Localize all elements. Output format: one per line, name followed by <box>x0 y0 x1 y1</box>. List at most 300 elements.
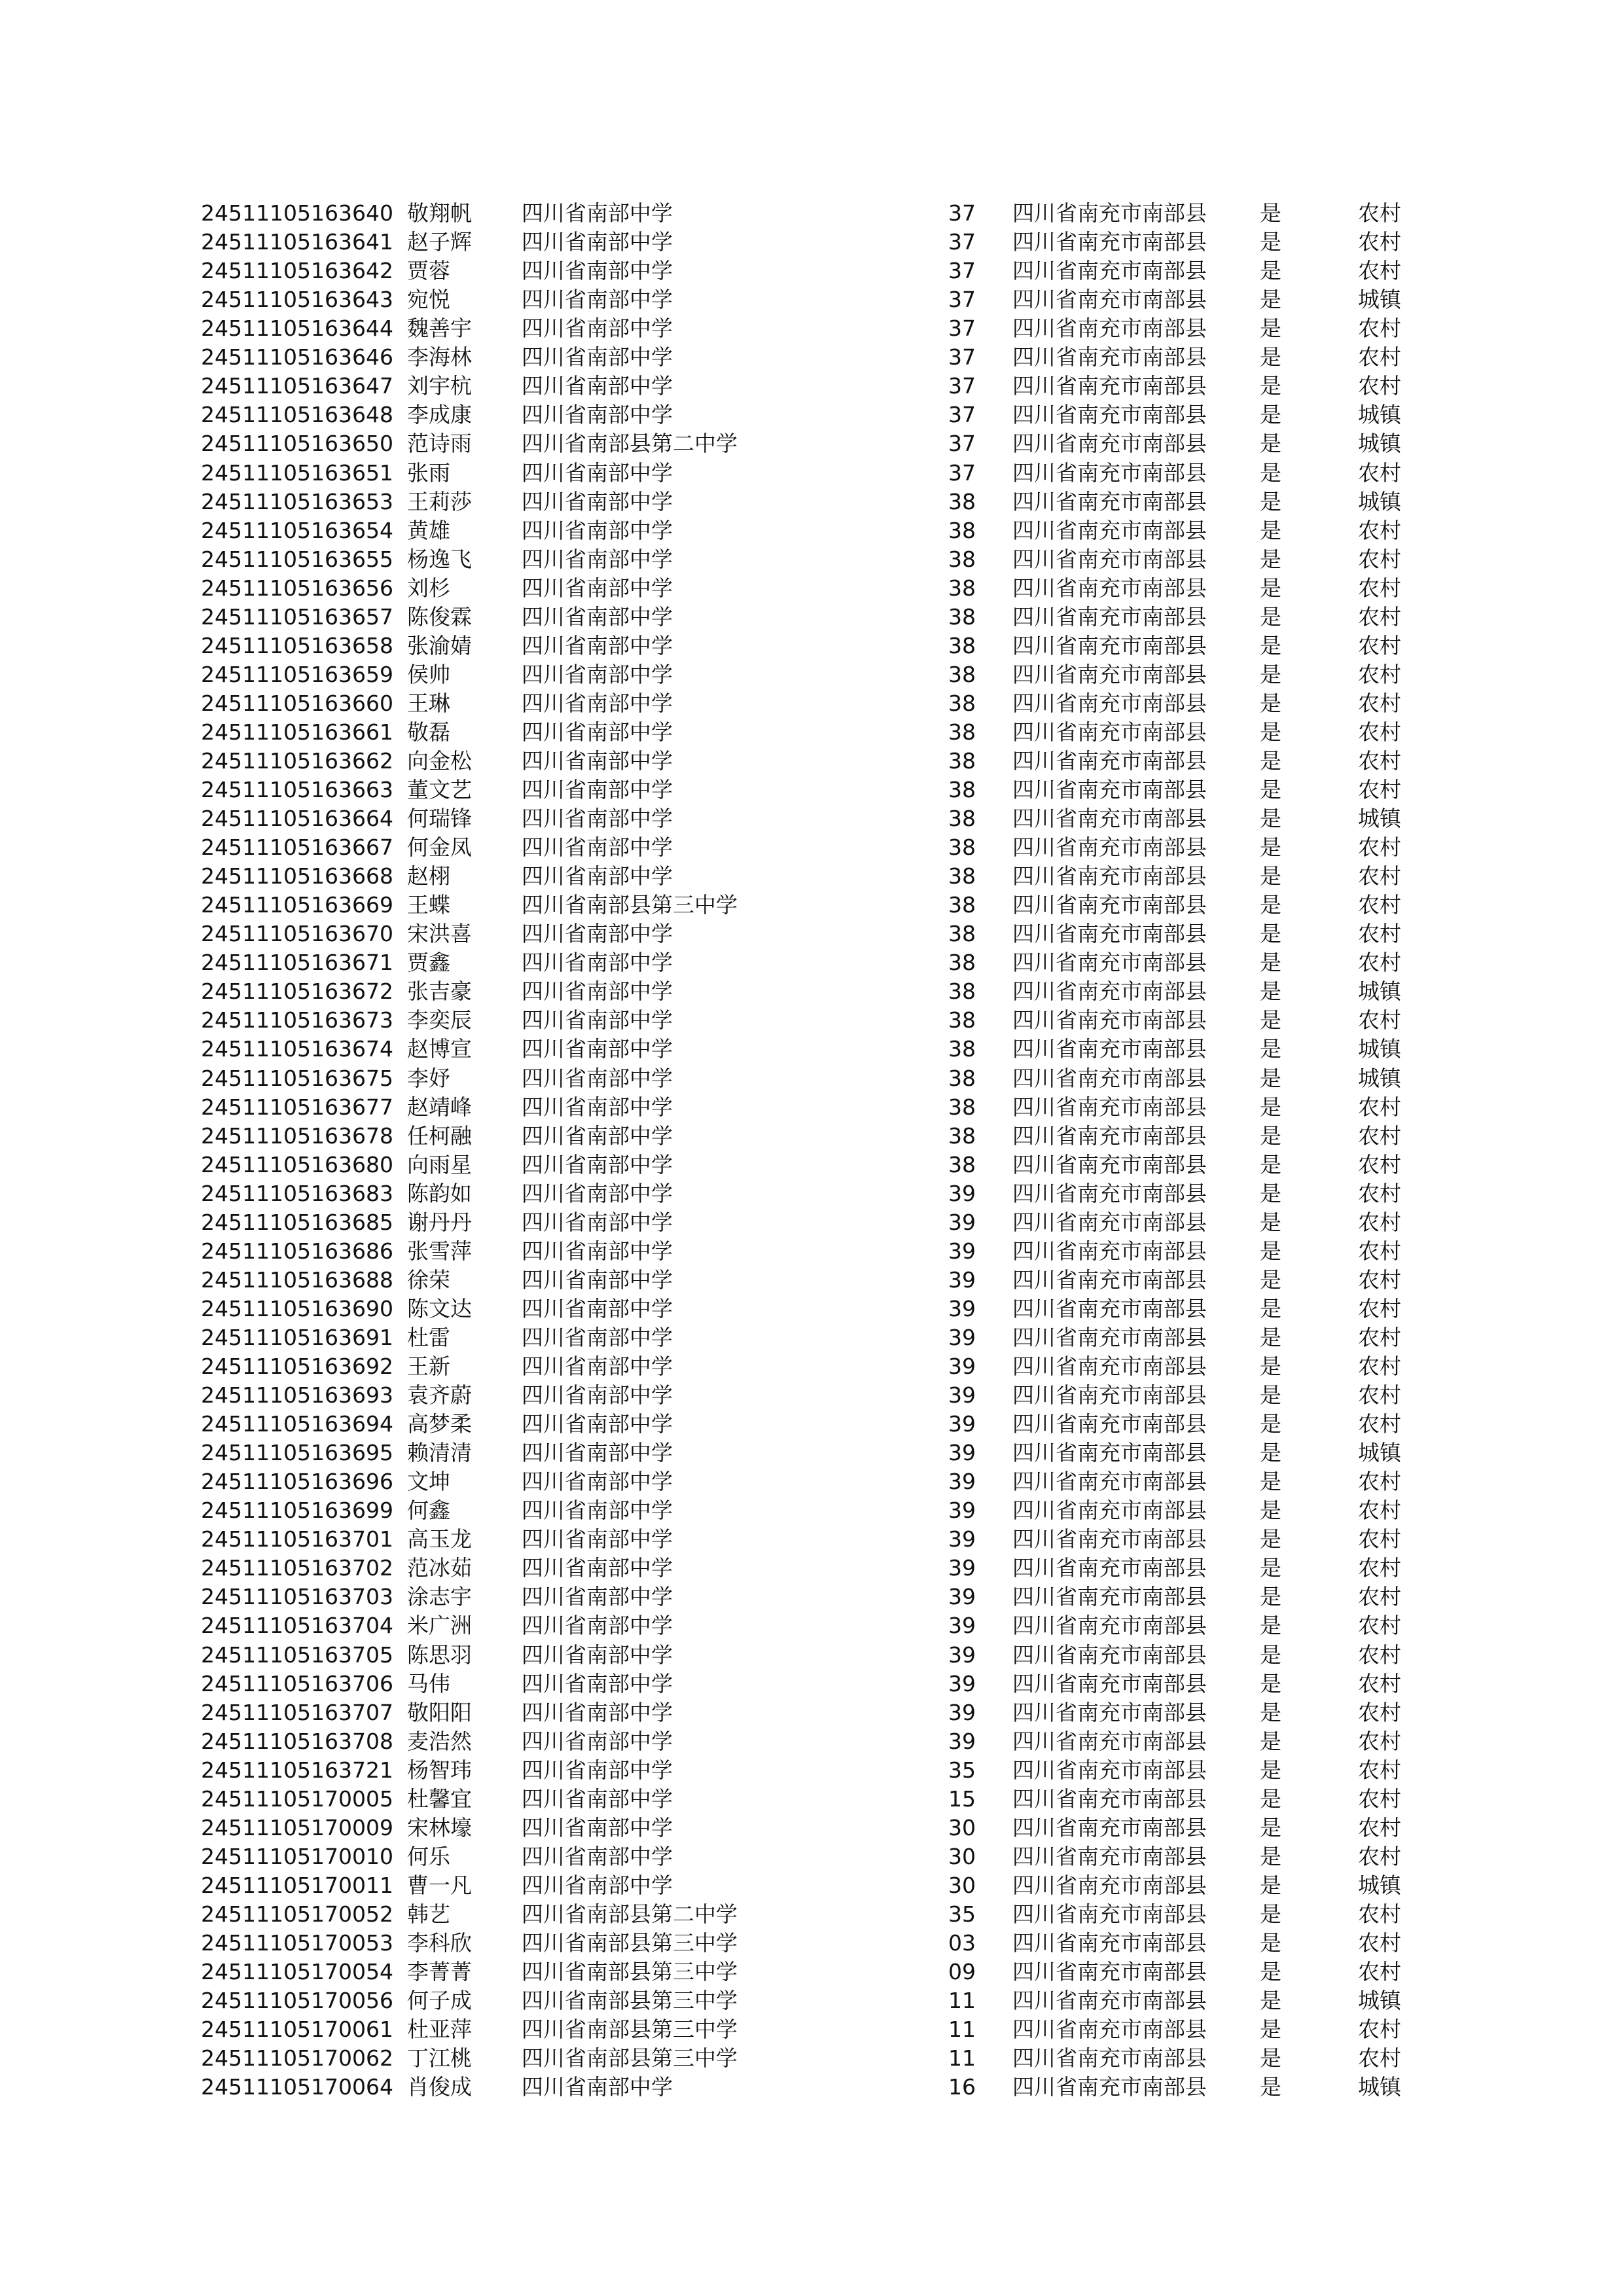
school-cell: 四川省南部县第三中学 <box>522 1959 738 1984</box>
table-row <box>0 314 1623 343</box>
name-cell: 曹一凡 <box>407 1872 472 1898</box>
area-cell: 农村 <box>1358 719 1401 745</box>
school-cell: 四川省南部中学 <box>522 1584 673 1610</box>
table-row <box>0 833 1623 862</box>
table-row <box>0 1208 1623 1237</box>
exam-id-cell: 24511105170064 <box>201 2074 393 2100</box>
exam-id-cell: 24511105163668 <box>201 863 393 889</box>
flag-cell: 是 <box>1260 2017 1281 2043</box>
code-cell: 30 <box>948 1872 976 1898</box>
name-cell: 李成康 <box>407 402 472 428</box>
table-row <box>0 199 1623 228</box>
exam-id-cell: 24511105163693 <box>201 1382 393 1408</box>
school-cell: 四川省南部中学 <box>522 1555 673 1581</box>
code-cell: 37 <box>948 431 976 457</box>
exam-id-cell: 24511105163705 <box>201 1641 393 1668</box>
area-cell: 农村 <box>1358 1785 1401 1812</box>
name-cell: 何金凤 <box>407 834 472 861</box>
code-cell: 37 <box>948 373 976 399</box>
exam-id-cell: 24511105163696 <box>201 1469 393 1495</box>
flag-cell: 是 <box>1260 1007 1281 1033</box>
region-cell: 四川省南充市南部县 <box>1012 1382 1207 1408</box>
name-cell: 米广洲 <box>407 1613 472 1639</box>
flag-cell: 是 <box>1260 258 1281 284</box>
name-cell: 张渝婧 <box>407 632 472 658</box>
region-cell: 四川省南充市南部县 <box>1012 2045 1207 2072</box>
region-cell: 四川省南充市南部县 <box>1012 1238 1207 1264</box>
code-cell: 16 <box>948 2074 976 2100</box>
exam-id-cell: 24511105163664 <box>201 806 393 831</box>
name-cell: 王新 <box>407 1354 450 1379</box>
school-cell: 四川省南部中学 <box>522 834 673 861</box>
flag-cell: 是 <box>1260 834 1281 861</box>
exam-id-cell: 24511105163642 <box>201 258 393 284</box>
name-cell: 侯帅 <box>407 661 450 687</box>
table-row <box>0 228 1623 257</box>
flag-cell: 是 <box>1260 200 1281 226</box>
name-cell: 涂志宇 <box>407 1584 472 1610</box>
school-cell: 四川省南部中学 <box>522 1728 673 1754</box>
flag-cell: 是 <box>1260 1209 1281 1235</box>
school-cell: 四川省南部中学 <box>522 1266 673 1293</box>
flag-cell: 是 <box>1260 517 1281 543</box>
region-cell: 四川省南充市南部县 <box>1012 1007 1207 1033</box>
region-cell: 四川省南充市南部县 <box>1012 921 1207 947</box>
flag-cell: 是 <box>1260 1238 1281 1264</box>
school-cell: 四川省南部县第三中学 <box>522 2045 738 2072</box>
flag-cell: 是 <box>1260 1613 1281 1639</box>
school-cell: 四川省南部中学 <box>522 1151 673 1177</box>
flag-cell: 是 <box>1260 315 1281 342</box>
table-row <box>0 1266 1623 1295</box>
table-row <box>0 1295 1623 1323</box>
table-row <box>0 1986 1623 2015</box>
table-row <box>0 747 1623 776</box>
school-cell: 四川省南部中学 <box>522 719 673 745</box>
exam-id-cell: 24511105163673 <box>201 1007 393 1033</box>
table-row <box>0 1496 1623 1525</box>
region-cell: 四川省南充市南部县 <box>1012 1699 1207 1725</box>
area-cell: 农村 <box>1358 1728 1401 1754</box>
exam-id-cell: 24511105163640 <box>201 200 393 226</box>
area-cell: 农村 <box>1358 921 1401 947</box>
code-cell: 38 <box>948 777 976 802</box>
flag-cell: 是 <box>1260 1814 1281 1840</box>
region-cell: 四川省南充市南部县 <box>1012 2017 1207 2043</box>
school-cell: 四川省南部县第二中学 <box>522 431 738 457</box>
school-cell: 四川省南部中学 <box>522 459 673 486</box>
school-cell: 四川省南部中学 <box>522 1324 673 1350</box>
flag-cell: 是 <box>1260 1699 1281 1725</box>
exam-id-cell: 24511105163688 <box>201 1266 393 1293</box>
region-cell: 四川省南充市南部县 <box>1012 1411 1207 1437</box>
table-row <box>0 1756 1623 1785</box>
flag-cell: 是 <box>1260 1065 1281 1091</box>
exam-id-cell: 24511105170054 <box>201 1959 393 1984</box>
code-cell: 37 <box>948 200 976 226</box>
region-cell: 四川省南充市南部县 <box>1012 1151 1207 1177</box>
table-row <box>0 574 1623 603</box>
school-cell: 四川省南部中学 <box>522 632 673 658</box>
area-cell: 农村 <box>1358 892 1401 918</box>
region-cell: 四川省南充市南部县 <box>1012 892 1207 918</box>
flag-cell: 是 <box>1260 978 1281 1005</box>
code-cell: 38 <box>948 603 976 630</box>
region-cell: 四川省南充市南部县 <box>1012 1469 1207 1495</box>
table-row <box>0 1006 1623 1035</box>
flag-cell: 是 <box>1260 1670 1281 1696</box>
code-cell: 37 <box>948 287 976 313</box>
exam-id-cell: 24511105170005 <box>201 1785 393 1812</box>
school-cell: 四川省南部中学 <box>522 603 673 630</box>
code-cell: 39 <box>948 1498 976 1524</box>
flag-cell: 是 <box>1260 546 1281 572</box>
school-cell: 四川省南部中学 <box>522 1757 673 1783</box>
exam-id-cell: 24511105170011 <box>201 1872 393 1898</box>
area-cell: 农村 <box>1358 1094 1401 1120</box>
region-cell: 四川省南充市南部县 <box>1012 459 1207 486</box>
code-cell: 30 <box>948 1814 976 1840</box>
code-cell: 39 <box>948 1354 976 1379</box>
region-cell: 四川省南充市南部县 <box>1012 747 1207 774</box>
flag-cell: 是 <box>1260 1122 1281 1149</box>
name-cell: 高梦柔 <box>407 1411 472 1437</box>
school-cell: 四川省南部中学 <box>522 1498 673 1524</box>
table-row <box>0 660 1623 689</box>
flag-cell: 是 <box>1260 1324 1281 1350</box>
table-row <box>0 1381 1623 1410</box>
exam-id-cell: 24511105163660 <box>201 690 393 716</box>
flag-cell: 是 <box>1260 1498 1281 1524</box>
region-cell: 四川省南充市南部县 <box>1012 1065 1207 1091</box>
flag-cell: 是 <box>1260 402 1281 428</box>
area-cell: 农村 <box>1358 863 1401 889</box>
exam-id-cell: 24511105170009 <box>201 1814 393 1840</box>
code-cell: 39 <box>948 1699 976 1725</box>
name-cell: 赵靖峰 <box>407 1094 472 1120</box>
name-cell: 董文艺 <box>407 777 472 802</box>
school-cell: 四川省南部中学 <box>522 1872 673 1898</box>
exam-id-cell: 24511105163691 <box>201 1324 393 1350</box>
table-row <box>0 689 1623 718</box>
region-cell: 四川省南充市南部县 <box>1012 1670 1207 1696</box>
table-row <box>0 459 1623 488</box>
name-cell: 陈韵如 <box>407 1180 472 1206</box>
table-row <box>0 1727 1623 1756</box>
code-cell: 38 <box>948 950 976 976</box>
area-cell: 城镇 <box>1358 488 1401 514</box>
name-cell: 任柯融 <box>407 1122 472 1149</box>
table-row <box>0 632 1623 660</box>
school-cell: 四川省南部中学 <box>522 287 673 313</box>
name-cell: 王莉莎 <box>407 488 472 514</box>
code-cell: 39 <box>948 1526 976 1552</box>
name-cell: 敬翔帆 <box>407 200 472 226</box>
flag-cell: 是 <box>1260 921 1281 947</box>
table-row <box>0 1554 1623 1583</box>
code-cell: 38 <box>948 1007 976 1033</box>
code-cell: 39 <box>948 1238 976 1264</box>
exam-id-cell: 24511105163658 <box>201 632 393 658</box>
flag-cell: 是 <box>1260 2045 1281 2072</box>
region-cell: 四川省南充市南部县 <box>1012 1354 1207 1379</box>
flag-cell: 是 <box>1260 1641 1281 1668</box>
table-row <box>0 516 1623 545</box>
area-cell: 农村 <box>1358 1295 1401 1321</box>
school-cell: 四川省南部中学 <box>522 1411 673 1437</box>
school-cell: 四川省南部中学 <box>522 1843 673 1869</box>
code-cell: 37 <box>948 315 976 342</box>
code-cell: 37 <box>948 258 976 284</box>
exam-id-cell: 24511105170010 <box>201 1843 393 1869</box>
school-cell: 四川省南部中学 <box>522 488 673 514</box>
flag-cell: 是 <box>1260 1555 1281 1581</box>
table-row <box>0 429 1623 458</box>
name-cell: 赵博宣 <box>407 1036 472 1062</box>
region-cell: 四川省南充市南部县 <box>1012 1526 1207 1552</box>
region-cell: 四川省南充市南部县 <box>1012 517 1207 543</box>
school-cell: 四川省南部中学 <box>522 1641 673 1668</box>
table-row <box>0 891 1623 920</box>
area-cell: 农村 <box>1358 1814 1401 1840</box>
area-cell: 农村 <box>1358 1151 1401 1177</box>
area-cell: 城镇 <box>1358 978 1401 1005</box>
flag-cell: 是 <box>1260 1526 1281 1552</box>
region-cell: 四川省南充市南部县 <box>1012 200 1207 226</box>
name-cell: 范诗雨 <box>407 431 472 457</box>
table-row <box>0 1698 1623 1727</box>
name-cell: 宛悦 <box>407 287 450 313</box>
table-row <box>0 977 1623 1006</box>
area-cell: 农村 <box>1358 1555 1401 1581</box>
school-cell: 四川省南部中学 <box>522 1036 673 1062</box>
name-cell: 李妤 <box>407 1065 450 1091</box>
flag-cell: 是 <box>1260 1469 1281 1495</box>
region-cell: 四川省南充市南部县 <box>1012 1728 1207 1754</box>
exam-id-cell: 24511105163647 <box>201 373 393 399</box>
exam-id-cell: 24511105170062 <box>201 2045 393 2072</box>
school-cell: 四川省南部中学 <box>522 229 673 255</box>
exam-id-cell: 24511105163699 <box>201 1498 393 1524</box>
table-row <box>0 1641 1623 1670</box>
table-row <box>0 1467 1623 1496</box>
exam-id-cell: 24511105170052 <box>201 1901 393 1927</box>
code-cell: 38 <box>948 1094 976 1120</box>
exam-id-cell: 24511105163706 <box>201 1670 393 1696</box>
exam-id-cell: 24511105163655 <box>201 546 393 572</box>
name-cell: 李海林 <box>407 344 472 370</box>
flag-cell: 是 <box>1260 661 1281 687</box>
flag-cell: 是 <box>1260 287 1281 313</box>
table-row <box>0 862 1623 891</box>
school-cell: 四川省南部中学 <box>522 517 673 543</box>
code-cell: 38 <box>948 921 976 947</box>
area-cell: 农村 <box>1358 1670 1401 1696</box>
code-cell: 39 <box>948 1382 976 1408</box>
region-cell: 四川省南充市南部县 <box>1012 1266 1207 1293</box>
table-row <box>0 1064 1623 1093</box>
school-cell: 四川省南部中学 <box>522 978 673 1005</box>
table-row <box>0 1179 1623 1208</box>
region-cell: 四川省南充市南部县 <box>1012 1785 1207 1812</box>
flag-cell: 是 <box>1260 1930 1281 1956</box>
table-row <box>0 1929 1623 1958</box>
region-cell: 四川省南充市南部县 <box>1012 690 1207 716</box>
exam-id-cell: 24511105163701 <box>201 1526 393 1552</box>
region-cell: 四川省南充市南部县 <box>1012 1122 1207 1149</box>
exam-id-cell: 24511105163662 <box>201 747 393 774</box>
exam-id-cell: 24511105163690 <box>201 1295 393 1321</box>
region-cell: 四川省南充市南部县 <box>1012 1036 1207 1062</box>
region-cell: 四川省南充市南部县 <box>1012 1440 1207 1466</box>
exam-id-cell: 24511105163659 <box>201 661 393 687</box>
area-cell: 城镇 <box>1358 1440 1401 1466</box>
school-cell: 四川省南部中学 <box>522 1354 673 1379</box>
name-cell: 敬磊 <box>407 719 450 745</box>
name-cell: 杨智玮 <box>407 1757 472 1783</box>
name-cell: 宋林壕 <box>407 1814 472 1840</box>
code-cell: 11 <box>948 2045 976 2072</box>
region-cell: 四川省南充市南部县 <box>1012 575 1207 601</box>
area-cell: 农村 <box>1358 1411 1401 1437</box>
code-cell: 39 <box>948 1295 976 1321</box>
code-cell: 38 <box>948 1065 976 1091</box>
flag-cell: 是 <box>1260 1266 1281 1293</box>
flag-cell: 是 <box>1260 892 1281 918</box>
table-row <box>0 776 1623 804</box>
school-cell: 四川省南部中学 <box>522 315 673 342</box>
school-cell: 四川省南部中学 <box>522 1785 673 1812</box>
area-cell: 农村 <box>1358 229 1401 255</box>
flag-cell: 是 <box>1260 1584 1281 1610</box>
area-cell: 农村 <box>1358 632 1401 658</box>
table-row <box>0 1035 1623 1064</box>
code-cell: 39 <box>948 1728 976 1754</box>
name-cell: 赖清清 <box>407 1440 472 1466</box>
exam-id-cell: 24511105170061 <box>201 2017 393 2043</box>
area-cell: 农村 <box>1358 517 1401 543</box>
area-cell: 农村 <box>1358 1843 1401 1869</box>
name-cell: 杜馨宜 <box>407 1785 472 1812</box>
area-cell: 农村 <box>1358 950 1401 976</box>
school-cell: 四川省南部中学 <box>522 1613 673 1639</box>
region-cell: 四川省南充市南部县 <box>1012 1843 1207 1869</box>
school-cell: 四川省南部中学 <box>522 1469 673 1495</box>
name-cell: 李奕辰 <box>407 1007 472 1033</box>
area-cell: 农村 <box>1358 1238 1401 1264</box>
name-cell: 刘宇杭 <box>407 373 472 399</box>
region-cell: 四川省南充市南部县 <box>1012 1901 1207 1927</box>
name-cell: 王蝶 <box>407 892 450 918</box>
area-cell: 农村 <box>1358 258 1401 284</box>
exam-id-cell: 24511105163694 <box>201 1411 393 1437</box>
area-cell: 城镇 <box>1358 806 1401 831</box>
area-cell: 农村 <box>1358 1757 1401 1783</box>
exam-id-cell: 24511105163678 <box>201 1122 393 1149</box>
exam-id-cell: 24511105163704 <box>201 1613 393 1639</box>
exam-id-cell: 24511105163641 <box>201 229 393 255</box>
table-row <box>0 948 1623 977</box>
area-cell: 农村 <box>1358 1354 1401 1379</box>
table-row <box>0 718 1623 747</box>
area-cell: 城镇 <box>1358 1988 1401 2014</box>
name-cell: 何乐 <box>407 1843 450 1869</box>
school-cell: 四川省南部中学 <box>522 921 673 947</box>
exam-id-cell: 24511105163685 <box>201 1209 393 1235</box>
area-cell: 农村 <box>1358 1007 1401 1033</box>
code-cell: 39 <box>948 1440 976 1466</box>
code-cell: 39 <box>948 1411 976 1437</box>
area-cell: 城镇 <box>1358 431 1401 457</box>
flag-cell: 是 <box>1260 1382 1281 1408</box>
region-cell: 四川省南充市南部县 <box>1012 806 1207 831</box>
flag-cell: 是 <box>1260 229 1281 255</box>
region-cell: 四川省南充市南部县 <box>1012 1555 1207 1581</box>
flag-cell: 是 <box>1260 1180 1281 1206</box>
region-cell: 四川省南充市南部县 <box>1012 1180 1207 1206</box>
exam-id-cell: 24511105163644 <box>201 315 393 342</box>
exam-id-cell: 24511105170053 <box>201 1930 393 1956</box>
flag-cell: 是 <box>1260 459 1281 486</box>
region-cell: 四川省南充市南部县 <box>1012 1498 1207 1524</box>
exam-id-cell: 24511105163669 <box>201 892 393 918</box>
code-cell: 38 <box>948 892 976 918</box>
area-cell: 农村 <box>1358 1209 1401 1235</box>
name-cell: 李科欣 <box>407 1930 472 1956</box>
name-cell: 陈俊霖 <box>407 603 472 630</box>
table-row <box>0 1439 1623 1467</box>
area-cell: 农村 <box>1358 2045 1401 2072</box>
flag-cell: 是 <box>1260 806 1281 831</box>
exam-id-cell: 24511105163656 <box>201 575 393 601</box>
table-row <box>0 1237 1623 1266</box>
code-cell: 38 <box>948 1122 976 1149</box>
flag-cell: 是 <box>1260 1843 1281 1869</box>
name-cell: 黄雄 <box>407 517 450 543</box>
school-cell: 四川省南部中学 <box>522 258 673 284</box>
region-cell: 四川省南充市南部县 <box>1012 2074 1207 2100</box>
area-cell: 农村 <box>1358 1498 1401 1524</box>
school-cell: 四川省南部中学 <box>522 1007 673 1033</box>
region-cell: 四川省南充市南部县 <box>1012 950 1207 976</box>
school-cell: 四川省南部中学 <box>522 1094 673 1120</box>
code-cell: 38 <box>948 632 976 658</box>
area-cell: 农村 <box>1358 690 1401 716</box>
area-cell: 农村 <box>1358 200 1401 226</box>
code-cell: 38 <box>948 834 976 861</box>
school-cell: 四川省南部中学 <box>522 1209 673 1235</box>
region-cell: 四川省南充市南部县 <box>1012 1641 1207 1668</box>
school-cell: 四川省南部县第三中学 <box>522 1988 738 2014</box>
flag-cell: 是 <box>1260 1094 1281 1120</box>
name-cell: 贾鑫 <box>407 950 450 976</box>
table-row <box>0 401 1623 429</box>
region-cell: 四川省南充市南部县 <box>1012 488 1207 514</box>
code-cell: 30 <box>948 1843 976 1869</box>
region-cell: 四川省南充市南部县 <box>1012 719 1207 745</box>
area-cell: 农村 <box>1358 1324 1401 1350</box>
region-cell: 四川省南充市南部县 <box>1012 287 1207 313</box>
code-cell: 38 <box>948 1151 976 1177</box>
table-row <box>0 343 1623 372</box>
area-cell: 农村 <box>1358 1266 1401 1293</box>
area-cell: 城镇 <box>1358 287 1401 313</box>
exam-id-cell: 24511105163707 <box>201 1699 393 1725</box>
area-cell: 农村 <box>1358 1584 1401 1610</box>
flag-cell: 是 <box>1260 632 1281 658</box>
region-cell: 四川省南充市南部县 <box>1012 777 1207 802</box>
exam-id-cell: 24511105163657 <box>201 603 393 630</box>
